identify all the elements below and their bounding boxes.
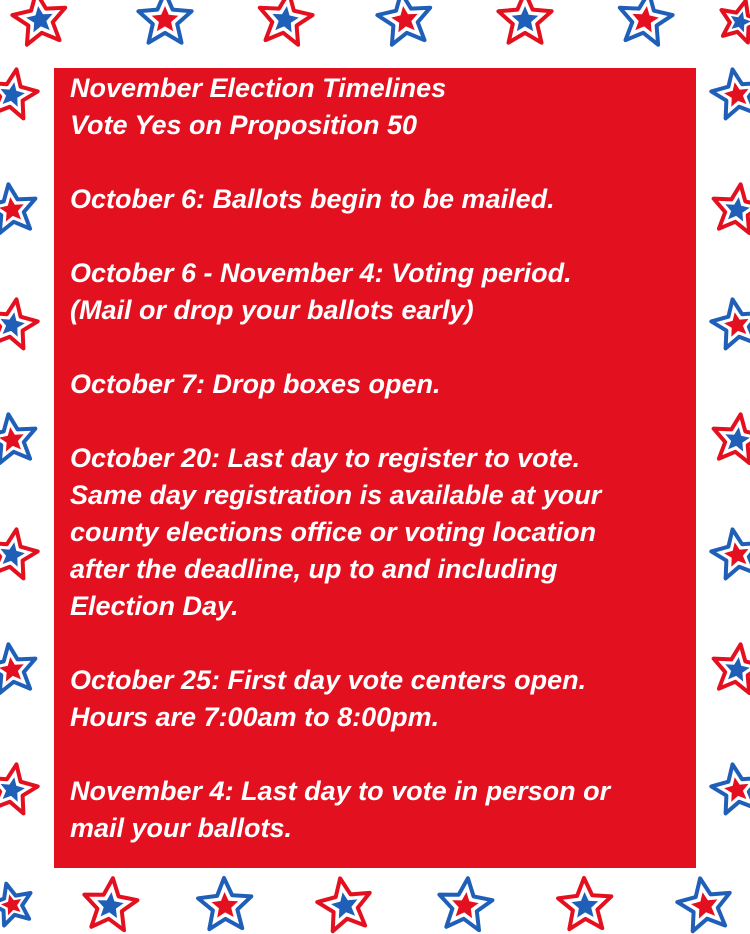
star-icon — [0, 184, 35, 233]
timeline-line: (Mail or drop your ballots early) — [70, 295, 474, 325]
star-icon — [439, 878, 492, 930]
title-block — [70, 70, 690, 144]
flyer-subtitle: Vote Yes on Proposition 50 — [70, 110, 418, 140]
star-icon — [0, 644, 35, 693]
timeline-item-last-day — [70, 773, 690, 847]
star-icon — [377, 0, 430, 45]
timeline-line: October 25: First day vote centers open. — [70, 665, 587, 695]
star-icon — [620, 0, 673, 45]
timeline-line: county elections office or voting location — [70, 517, 597, 547]
star-icon — [198, 878, 251, 929]
star-icon — [0, 414, 35, 463]
timeline-item-drop-boxes — [70, 366, 690, 403]
star-icon — [0, 69, 38, 118]
timeline-line: October 6 - November 4: Voting period. — [70, 258, 572, 288]
timeline-line: October 20: Last day to register to vote. — [70, 443, 581, 473]
star-icon — [0, 529, 38, 578]
timeline-line: October 6: Ballots begin to be mailed. — [70, 184, 555, 214]
timeline-line: Hours are 7:00am to 8:00pm. — [70, 702, 440, 732]
star-icon — [714, 184, 750, 233]
star-icon — [711, 529, 750, 578]
timeline-line: mail your ballots. — [70, 813, 293, 843]
star-icon — [0, 884, 31, 926]
star-icon — [677, 878, 729, 931]
star-icon — [714, 644, 750, 693]
flyer-title: November Election Timelines — [70, 73, 447, 103]
star-icon — [0, 764, 38, 813]
star-icon — [714, 414, 750, 463]
star-icon — [84, 878, 137, 930]
timeline-item-vote-centers — [70, 662, 690, 736]
star-icon — [138, 0, 191, 43]
star-icon — [260, 0, 313, 45]
star-icon — [711, 764, 750, 813]
star-icon — [711, 69, 750, 118]
timeline-content — [70, 70, 690, 847]
timeline-line: October 7: Drop boxes open. — [70, 369, 441, 399]
timeline-line: after the deadline, up to and including — [70, 554, 558, 584]
star-icon — [317, 878, 369, 931]
timeline-item-voting-period — [70, 255, 690, 329]
star-icon — [722, 1, 750, 43]
star-icon — [711, 299, 750, 348]
star-icon — [558, 878, 611, 929]
star-icon — [12, 0, 65, 45]
timeline-line: Election Day. — [70, 591, 239, 621]
timeline-line: Same day registration is available at your — [70, 480, 602, 510]
timeline-item-ballots-mailed — [70, 181, 690, 218]
star-icon — [0, 299, 38, 348]
timeline-item-registration — [70, 440, 690, 625]
timeline-line: November 4: Last day to vote in person or — [70, 776, 611, 806]
star-icon — [498, 0, 551, 43]
